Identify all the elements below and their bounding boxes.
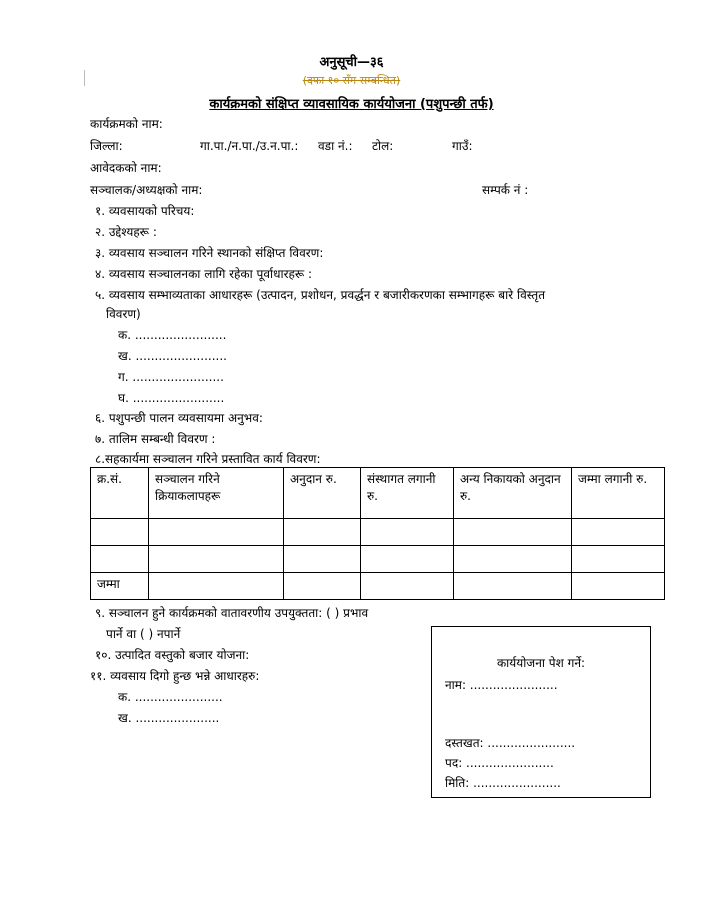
table-cell[interactable] (91, 546, 149, 573)
table-cell[interactable] (149, 519, 284, 546)
table-cell[interactable] (149, 546, 284, 573)
table-cell[interactable] (284, 519, 361, 546)
table-cell[interactable] (454, 573, 572, 600)
col-total: जम्मा लगानी रु. (572, 468, 665, 519)
section-11-item: क. ....................... (118, 690, 223, 704)
total-label: जम्मा (91, 573, 149, 600)
section-9: ९. सञ्चालन हुने कार्यक्रमको वातावरणीय उपयुक्तता: ( ) प्रभाव (95, 606, 369, 620)
district-label: जिल्ला: (90, 139, 123, 153)
ward-label: वडा नं.: (318, 139, 353, 153)
table-cell[interactable] (361, 519, 454, 546)
table-cell[interactable] (149, 573, 284, 600)
section-5: ५. व्यवसाय सम्भाव्यताका आधारहरू (उत्पादन, प्रशोधन, प्रवर्द्धन र बजारीकरणका सम्भागहरू बारे विस्तृत (95, 288, 546, 302)
table-cell[interactable] (361, 573, 454, 600)
submitter-name: नाम: ....................... (445, 678, 558, 692)
table-cell[interactable] (454, 546, 572, 573)
submitter-position: पद: ....................... (445, 756, 554, 770)
table-total-row (91, 573, 665, 600)
struck-reference: (दफा १० सँग सम्बन्धित) (302, 74, 401, 87)
table-row (91, 546, 665, 573)
contact-label: सम्पर्क नं : (482, 183, 529, 197)
activity-plan-table (90, 467, 665, 600)
section-11: ११. व्यवसाय दिगो हुन्छ भन्ने आधारहरु: (90, 669, 260, 683)
chairperson-label: सञ्चालक/अध्यक्षको नाम: (90, 183, 203, 197)
table-cell[interactable] (572, 546, 665, 573)
section-5-cont: विवरण) (106, 307, 141, 321)
col-other-grant: अन्य निकायको अनुदान रु. (454, 468, 572, 519)
tole-label: टोल: (372, 139, 394, 153)
program-name-label: कार्यक्रमको नाम: (90, 117, 163, 131)
col-serial: क्र.सं. (91, 468, 149, 519)
section-7: ७. तालिम सम्बन्धी विवरण : (95, 432, 216, 446)
table-row (91, 519, 665, 546)
table-cell[interactable] (361, 546, 454, 573)
section-5-item: क. ........................ (118, 328, 227, 342)
col-institutional: संस्थागत लगानी रु. (361, 468, 454, 519)
municipality-label: गा.पा./न.पा./उ.न.पा.: (200, 139, 299, 153)
section-3: ३. व्यवसाय सञ्चालन गरिने स्थानको संक्षिप्त विवरण: (95, 246, 324, 260)
col-grant: अनुदान रु. (284, 468, 361, 519)
section-9-cont: पार्ने वा ( ) नपार्ने (106, 627, 181, 641)
submitter-box (431, 626, 651, 798)
section-5-item: ग. ........................ (118, 370, 224, 384)
form-heading: कार्यक्रमको संक्षिप्त व्यावसायिक कार्ययोजना (पशुपन्छी तर्फ) (209, 97, 494, 112)
submitter-title: कार्ययोजना पेश गर्ने: (496, 656, 586, 670)
page-title: अनुसूची—३६ (319, 55, 384, 70)
section-4: ४. व्यवसाय सञ्चालनका लागि रहेका पूर्वाधारहरू : (95, 267, 313, 281)
village-label: गाउँ: (452, 139, 473, 153)
submitter-signature: दस्तखत: ....................... (445, 736, 576, 750)
table-cell[interactable] (454, 519, 572, 546)
section-5-item: ख. ........................ (118, 349, 227, 363)
submitter-date: मिति: ....................... (445, 776, 561, 790)
section-2: २. उद्देश्यहरू : (95, 225, 157, 239)
table-cell[interactable] (572, 519, 665, 546)
section-1: १. व्यवसायको परिचय: (95, 204, 195, 218)
table-cell[interactable] (572, 573, 665, 600)
section-10: १०. उत्पादित वस्तुको बजार योजना: (95, 648, 250, 662)
section-8: ८.सहकार्यमा सञ्चालन गरिने प्रस्तावित कार्य विवरण: (95, 452, 321, 466)
section-11-item: ख. ...................... (118, 711, 220, 725)
table-cell[interactable] (284, 573, 361, 600)
table-cell[interactable] (91, 519, 149, 546)
applicant-label: आवेदकको नाम: (90, 161, 162, 175)
section-6: ६. पशुपन्छी पालन व्यवसायमा अनुभव: (95, 411, 263, 425)
table-cell[interactable] (284, 546, 361, 573)
col-activities: सञ्चालन गरिने क्रियाकलापहरू (149, 468, 284, 519)
table-header-row (91, 468, 665, 519)
section-5-item: घ. ........................ (118, 391, 225, 405)
